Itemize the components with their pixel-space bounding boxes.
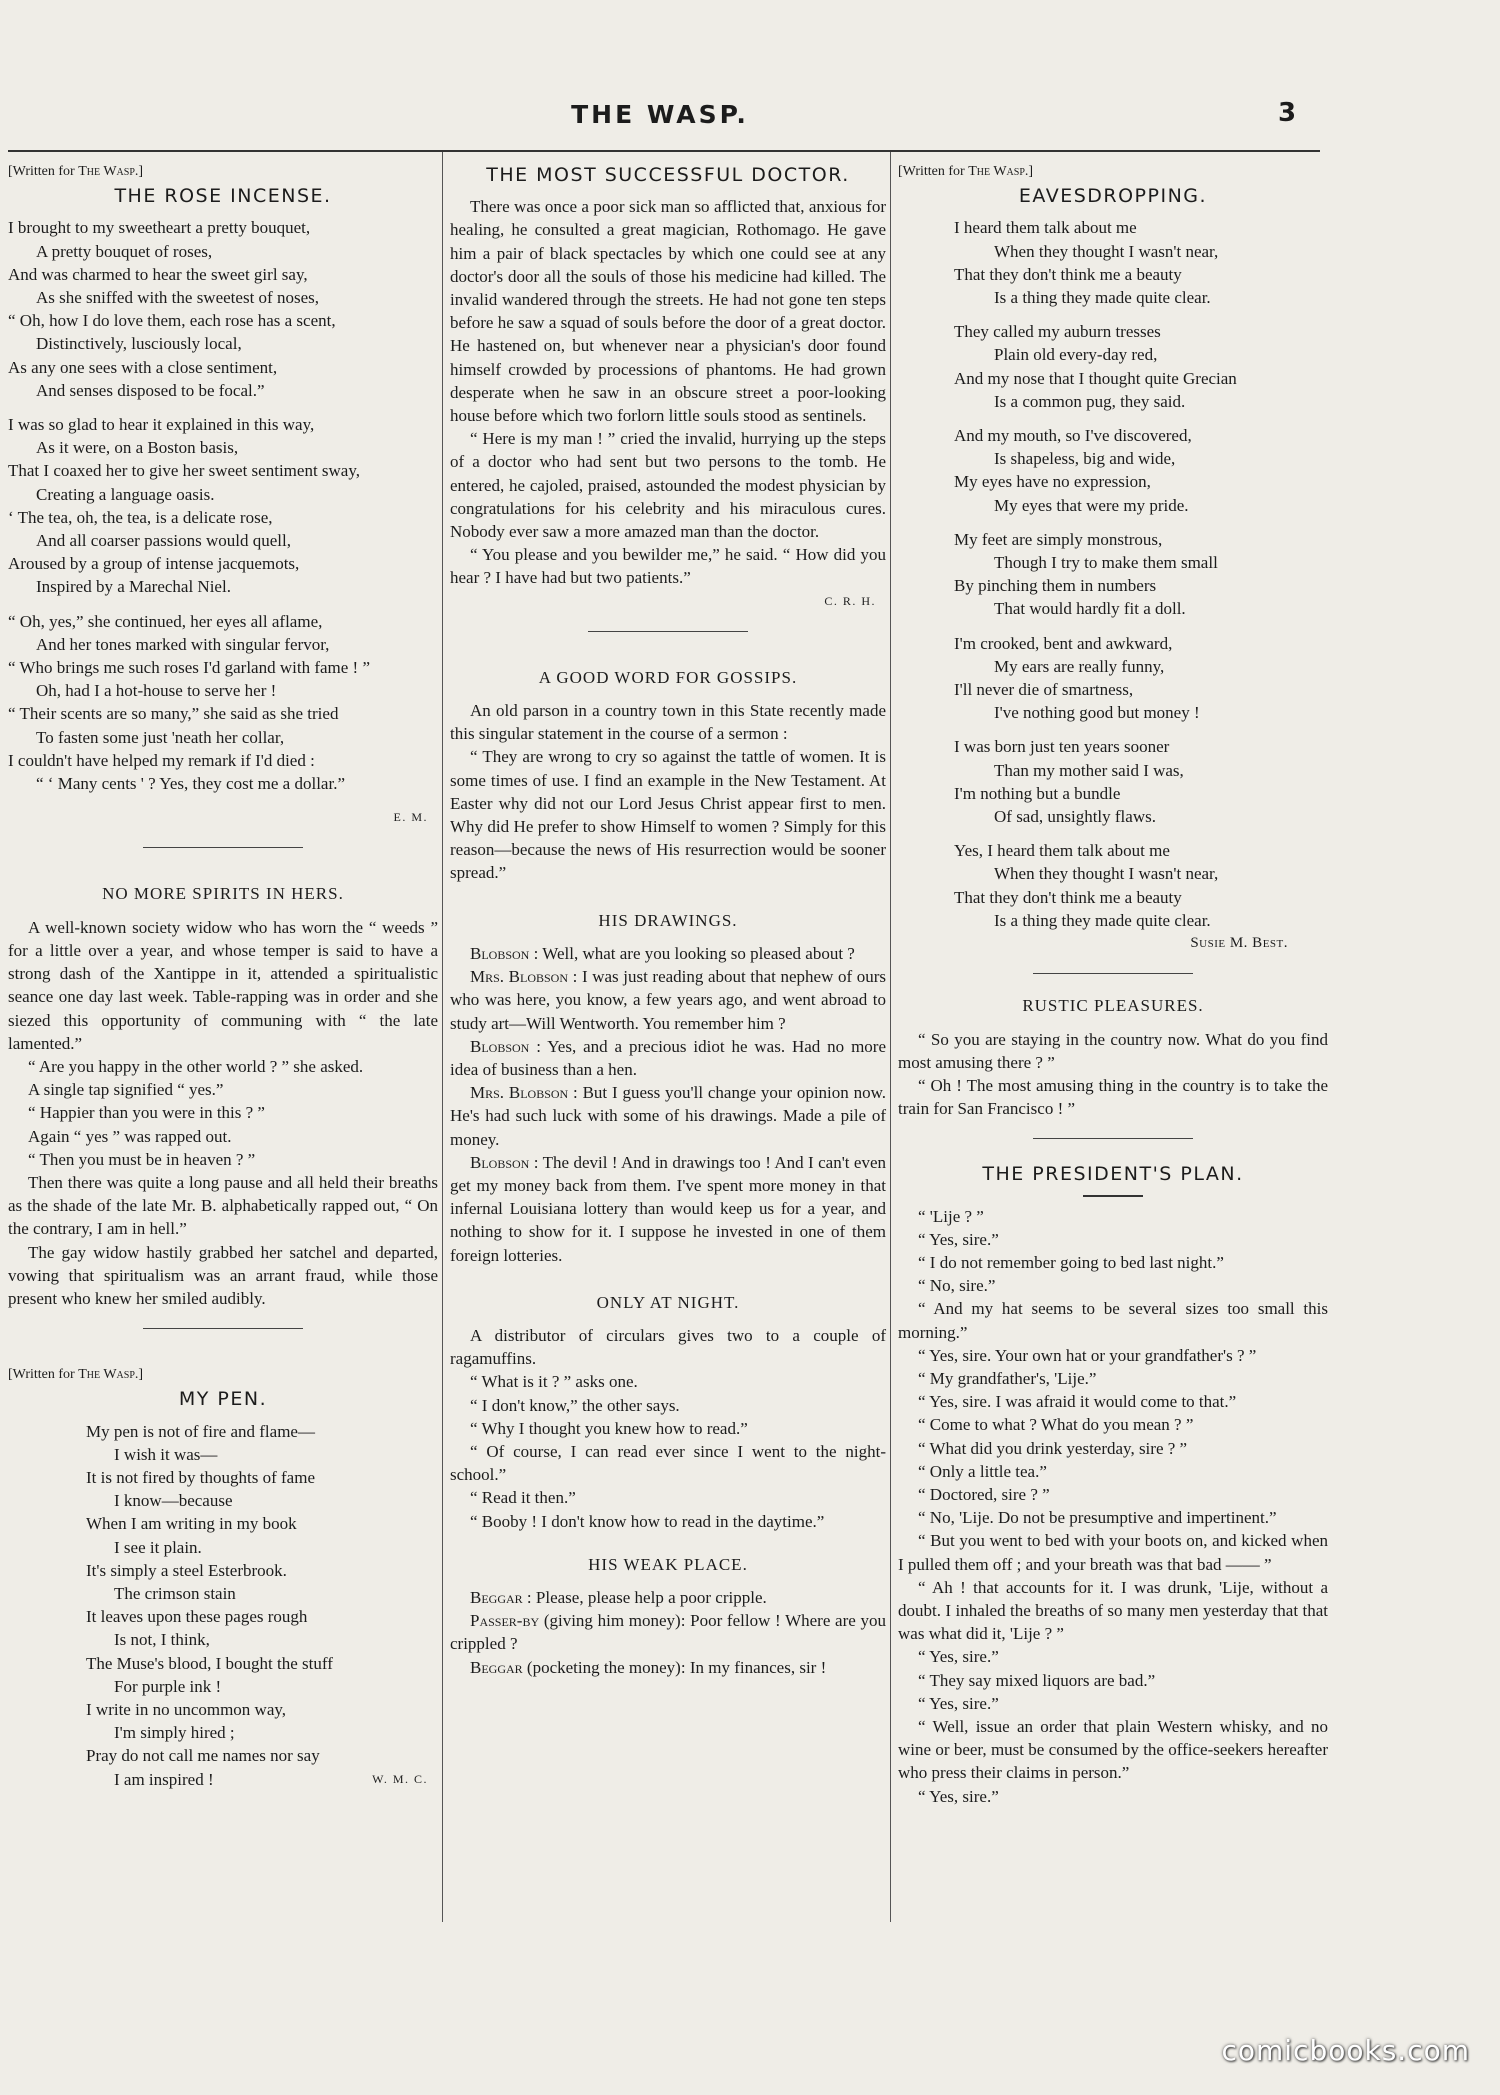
dialogue-line: Mrs. Blobson : I was just reading about that nephew of ours who was here, you know, a few years ago, and went abroad to study art—Will Wentworth. You remember him ? bbox=[450, 967, 886, 1033]
dialogue bbox=[450, 942, 886, 1267]
paragraph: “ Here is my man ! ” cried the invalid, hurrying up the steps of a doctor who had sent but two persons to the tomb. He entered, he cajoled, praised, astounded the modest physician by congratulations for his celebrity and his miraculous cures. Nobody ever saw a more amazed man than the doctor. bbox=[450, 429, 886, 542]
poem-line: And her tones marked with singular fervor, bbox=[36, 634, 330, 654]
paragraph: A well-known society widow who has worn the “ weeds ” for a little over a year, and whose temper is said to have a strong dash of the Xantippe in it, attended a spiritualistic seance one day last week. Table-rapping was in order and she siezed this opportunity of communing with “ the late lamented.” bbox=[8, 917, 438, 1053]
poem-line: Than my mother said I was, bbox=[994, 760, 1184, 780]
paragraph: “ I do not remember going to bed last night.” bbox=[918, 1252, 1224, 1272]
dialogue-line: Passer-by (giving him money): Poor fellow ! Where are you crippled ? bbox=[450, 1611, 886, 1654]
signature: E. M. bbox=[393, 810, 428, 825]
poem-line: I'm crooked, bent and awkward, bbox=[954, 633, 1173, 653]
paragraph: “ Doctored, sire ? ” bbox=[918, 1484, 1050, 1504]
section-divider bbox=[1033, 1138, 1193, 1139]
column-middle bbox=[450, 158, 886, 1679]
credit-line: [Written for The Wasp.] bbox=[898, 164, 1034, 179]
credit-line: [Written for The Wasp.] bbox=[8, 164, 144, 179]
poem-line: My eyes have no expression, bbox=[954, 472, 1151, 492]
poem-line: My ears are really funny, bbox=[994, 656, 1165, 676]
poem-line: Yes, I heard them talk about me bbox=[954, 841, 1170, 861]
poem-line: For purple ink ! bbox=[114, 1676, 222, 1696]
article-title: NO MORE SPIRITS IN HERS. bbox=[102, 884, 344, 904]
signature: W. M. C. bbox=[372, 1771, 428, 1786]
column-right bbox=[898, 158, 1328, 1808]
poem-line: The crimson stain bbox=[114, 1583, 236, 1603]
column-rule bbox=[890, 152, 891, 1922]
dialogue-line: Blobson : Yes, and a precious idiot he was. Had no more idea of business than a hen. bbox=[450, 1036, 886, 1079]
poem-line: A pretty bouquet of roses, bbox=[36, 241, 213, 261]
paragraph: “ Happier than you were in this ? ” bbox=[28, 1103, 265, 1123]
poem-line: Though I try to make them small bbox=[994, 553, 1218, 573]
poem-line: Aroused by a group of intense jacquemots, bbox=[8, 554, 300, 574]
poem-line: I was so glad to hear it explained in this way, bbox=[8, 415, 315, 435]
article-body bbox=[8, 916, 438, 1310]
article-body bbox=[450, 195, 886, 589]
poem-line: Of sad, unsightly flaws. bbox=[994, 807, 1156, 827]
paragraph: “ No, sire.” bbox=[918, 1276, 996, 1296]
paragraph: “ They are wrong to cry so against the tattle of women. It is some times of use. I find an example in the New Testament. At Easter why did not our Lord Jesus Christ appear first to men. Why did He prefer to show Himself to women ? Simply for this reason—because the news of His resurrection would be sooner spread.” bbox=[450, 747, 886, 883]
poem-line: And was charmed to hear the sweet girl say, bbox=[8, 264, 308, 284]
poem-line: I brought to my sweetheart a pretty bouquet, bbox=[8, 218, 311, 238]
masthead bbox=[0, 0, 1500, 150]
paragraph: “ Read it then.” bbox=[470, 1488, 576, 1508]
paragraph: “ Yes, sire.” bbox=[918, 1229, 999, 1249]
dialogue-line: Beggar (pocketing the money): In my finances, sir ! bbox=[470, 1657, 827, 1677]
section-divider bbox=[1033, 973, 1193, 974]
paragraph: A distributor of circulars gives two to a couple of ragamuffins. bbox=[450, 1325, 886, 1369]
poem-line: Distinctively, lusciously local, bbox=[36, 334, 242, 354]
poem-line: They called my auburn tresses bbox=[954, 322, 1161, 342]
dialogue-line: Blobson : The devil ! And in drawings too ! And I can't even get my money back from them. I've spent more money in that infernal Louisiana lottery than would keep us for a year, and nothing to show for it. I suppose he invested in one of them foreign lotteries. bbox=[450, 1152, 886, 1265]
paragraph: “ What did you drink yesterday, sire ? ” bbox=[918, 1438, 1188, 1458]
poem-line: As it were, on a Boston basis, bbox=[36, 438, 239, 458]
dialogue-line: Beggar : Please, please help a poor cripple. bbox=[470, 1587, 767, 1607]
poem-line: ‘ The tea, oh, the tea, is a delicate rose, bbox=[8, 507, 273, 527]
paragraph: The gay widow hastily grabbed her satchel and departed, vowing that spiritualism was an arrant fraud, while those present who knew her smiled audibly. bbox=[8, 1242, 438, 1308]
paragraph: “ My grandfather's, 'Lije.” bbox=[918, 1368, 1097, 1388]
poem-line: Is a common pug, they said. bbox=[994, 391, 1186, 411]
paragraph: “ Only a little tea.” bbox=[918, 1461, 1047, 1481]
poem-line: “ Their scents are so many,” she said as she tried bbox=[8, 704, 339, 724]
dialogue-line: Mrs. Blobson : But I guess you'll change your opinion now. He's had such luck with some of his drawings. Made a pile of money. bbox=[450, 1083, 887, 1149]
column-left bbox=[8, 158, 438, 1791]
article-body bbox=[450, 699, 886, 885]
section-divider bbox=[143, 847, 303, 848]
paragraph: “ Ah ! that accounts for it. I was drunk, 'Lije, without a doubt. I inhaled the breaths of so many men yesterday that that was what did it, 'Lije ? ” bbox=[898, 1577, 1328, 1644]
article-title: HIS WEAK PLACE. bbox=[588, 1554, 748, 1574]
paragraph: “ Yes, sire.” bbox=[918, 1786, 999, 1806]
poem-line: That they don't think me a beauty bbox=[954, 264, 1182, 284]
poem-line: As any one sees with a close sentiment, bbox=[8, 357, 278, 377]
paragraph: “ Then you must be in heaven ? ” bbox=[28, 1149, 256, 1169]
poem-line: I was born just ten years sooner bbox=[954, 737, 1170, 757]
poem-line: I'm simply hired ; bbox=[114, 1723, 235, 1743]
article-title: HIS DRAWINGS. bbox=[598, 910, 738, 930]
paragraph: “ Yes, sire. Your own hat or your grandfather's ? ” bbox=[918, 1345, 1257, 1365]
poem-line: When I am writing in my book bbox=[86, 1514, 297, 1534]
poem-line: I'm nothing but a bundle bbox=[954, 783, 1121, 803]
paragraph: “ But you went to bed with your boots on, and kicked when I pulled them off ; and your breath was that bad —— ” bbox=[898, 1531, 1328, 1574]
article-body bbox=[898, 1028, 1328, 1121]
paragraph: A single tap signified “ yes.” bbox=[28, 1080, 224, 1100]
paragraph: “ And my hat seems to be several sizes too small this morning.” bbox=[898, 1299, 1328, 1342]
poem-line: “ Who brings me such roses I'd garland with fame ! ” bbox=[8, 658, 371, 678]
signature: C. R. H. bbox=[824, 593, 876, 608]
poem-line: When they thought I wasn't near, bbox=[994, 241, 1219, 261]
article-title: MY PEN. bbox=[178, 1388, 268, 1411]
paragraph: “ Oh ! The most amusing thing in the country is to take the train for San Francisco ! ” bbox=[898, 1075, 1328, 1119]
paragraph: Again “ yes ” was rapped out. bbox=[28, 1126, 232, 1146]
poem-line: Pray do not call me names nor say bbox=[86, 1746, 320, 1766]
section-divider bbox=[588, 631, 748, 632]
title-underline bbox=[1083, 1195, 1143, 1197]
poem-line: I wish it was— bbox=[114, 1444, 218, 1464]
paragraph: “ Come to what ? What do you mean ? ” bbox=[918, 1415, 1194, 1435]
paragraph: “ So you are staying in the country now. What do you find most amusing there ? ” bbox=[898, 1029, 1328, 1072]
poem-line: “ ‘ Many cents ' ? Yes, they cost me a dollar.” bbox=[36, 774, 345, 794]
poem-rose-incense bbox=[8, 216, 438, 795]
poem-line: And senses disposed to be focal.” bbox=[36, 380, 265, 400]
page-title: THE WASP. bbox=[571, 100, 749, 129]
poem-line: And my nose that I thought quite Grecian bbox=[954, 368, 1237, 388]
poem-line: My feet are simply monstrous, bbox=[954, 529, 1163, 549]
paragraph: An old parson in a country town in this State recently made this singular statement in the course of a sermon : bbox=[450, 701, 886, 744]
paragraph: “ What is it ? ” asks one. bbox=[470, 1372, 638, 1392]
poem-line: Inspired by a Marechal Niel. bbox=[36, 577, 231, 597]
poem-line: I couldn't have helped my remark if I'd died : bbox=[8, 750, 315, 770]
article-body bbox=[898, 1205, 1328, 1808]
poem-line: “ Oh, how I do love them, each rose has a scent, bbox=[8, 311, 336, 331]
poem-line: When they thought I wasn't near, bbox=[994, 864, 1219, 884]
poem-line: My eyes that were my pride. bbox=[994, 495, 1189, 515]
column-rule bbox=[442, 152, 443, 1922]
paragraph: “ Booby ! I don't know how to read in the daytime.” bbox=[470, 1511, 825, 1531]
article-title: THE PRESIDENT'S PLAN. bbox=[982, 1163, 1244, 1186]
dialogue-line: Blobson : Well, what are you looking so pleased about ? bbox=[470, 943, 855, 963]
poem-line: And all coarser passions would quell, bbox=[36, 531, 291, 551]
article-title: THE MOST SUCCESSFUL DOCTOR. bbox=[486, 164, 850, 186]
paragraph: “ 'Lije ? ” bbox=[918, 1206, 984, 1226]
poem-line: That would hardly fit a doll. bbox=[994, 599, 1186, 619]
poem-eavesdropping bbox=[898, 216, 1328, 932]
poem-line: I've nothing good but money ! bbox=[994, 703, 1200, 723]
section-divider bbox=[143, 1328, 303, 1329]
paragraph: There was once a poor sick man so afflicted that, anxious for healing, he consulted a great magician, Rothomago. He gave him a pair of black spectacles by which one could see at any doctor's door all the souls of those his medicine had killed. The invalid wandered through the streets. He had not gone ten steps before he saw a squad of souls before the door of a great doctor. He hastened on, but whenever near a physician's door found himself crowded by processions of phantoms. He had grown desperate when he saw in an obscure street a poor-looking house before which two forlorn little souls stood as sentinels. bbox=[450, 197, 886, 426]
poem-line: My pen is not of fire and flame— bbox=[86, 1421, 315, 1441]
paragraph: “ You please and you bewilder me,” he said. “ How did you hear ? I have had but two patients.” bbox=[450, 545, 886, 588]
paragraph: “ Yes, sire.” bbox=[918, 1693, 999, 1713]
poem-line: As she sniffed with the sweetest of noses, bbox=[36, 288, 319, 308]
paragraph: “ Yes, sire.” bbox=[918, 1647, 999, 1667]
watermark: comicbooks.com bbox=[1221, 2034, 1470, 2067]
poem-line: “ Oh, yes,” she continued, her eyes all aflame, bbox=[8, 611, 323, 631]
credit-line: [Written for The Wasp.] bbox=[8, 1367, 144, 1383]
poem-line: That I coaxed her to give her sweet sentiment sway, bbox=[8, 461, 360, 481]
poem-line: Is a thing they made quite clear. bbox=[994, 910, 1211, 930]
poem-line: I see it plain. bbox=[114, 1537, 202, 1557]
poem-line: I'll never die of smartness, bbox=[954, 680, 1134, 700]
poem-line: The Muse's blood, I bought the stuff bbox=[86, 1653, 333, 1673]
poem-line: I am inspired ! W. M. C. bbox=[86, 1768, 438, 1791]
paragraph: “ Why I thought you knew how to read.” bbox=[470, 1418, 748, 1438]
poem-line: That they don't think me a beauty bbox=[954, 887, 1182, 907]
signature: Susie M. Best. bbox=[1190, 935, 1288, 952]
paragraph: “ Well, issue an order that plain Western whisky, and no wine or beer, must be consumed by the office-seekers hereafter who press their claims in person.” bbox=[898, 1716, 1328, 1783]
poem-line: It's simply a steel Esterbrook. bbox=[86, 1560, 287, 1580]
poem-line: I know—because bbox=[114, 1491, 233, 1511]
poem-line: To fasten some just 'neath her collar, bbox=[36, 727, 285, 747]
paragraph: “ They say mixed liquors are bad.” bbox=[918, 1670, 1156, 1690]
poem-line: By pinching them in numbers bbox=[954, 576, 1157, 596]
poem-line: It leaves upon these pages rough bbox=[86, 1607, 308, 1627]
page-number: 3 bbox=[1278, 98, 1297, 128]
paragraph: Then there was quite a long pause and all held their breaths as the shade of the late Mr. B. alphabetically rapped out, “ On the contrary, I am in hell.” bbox=[8, 1172, 438, 1239]
poem-line: I heard them talk about me bbox=[954, 218, 1137, 238]
paragraph: “ Yes, sire. I was afraid it would come to that.” bbox=[918, 1392, 1237, 1412]
poem-line: Is a thing they made quite clear. bbox=[994, 288, 1211, 308]
article-title: A GOOD WORD FOR GOSSIPS. bbox=[538, 667, 798, 687]
article-title: RUSTIC PLEASURES. bbox=[1022, 996, 1204, 1016]
dialogue bbox=[450, 1586, 886, 1679]
poem-line: Creating a language oasis. bbox=[36, 484, 215, 504]
paragraph: “ Of course, I can read ever since I went to the night-school.” bbox=[450, 1441, 886, 1485]
poem-line: Oh, had I a hot-house to serve her ! bbox=[36, 681, 277, 701]
article-title: EAVESDROPPING. bbox=[1018, 185, 1208, 208]
paragraph: “ I don't know,” the other says. bbox=[470, 1395, 680, 1415]
article-body bbox=[450, 1324, 886, 1533]
poem-line: And my mouth, so I've discovered, bbox=[954, 426, 1192, 446]
article-title: ONLY AT NIGHT. bbox=[596, 1292, 740, 1312]
article-title: THE ROSE INCENSE. bbox=[114, 185, 332, 208]
poem-line: I write in no uncommon way, bbox=[86, 1699, 287, 1719]
poem-line: Is shapeless, big and wide, bbox=[994, 449, 1176, 469]
paragraph: “ Are you happy in the other world ? ” she asked. bbox=[28, 1056, 364, 1076]
poem-my-pen bbox=[8, 1420, 438, 1791]
header-rule bbox=[8, 150, 1320, 152]
poem-line: Is not, I think, bbox=[114, 1630, 210, 1650]
poem-line: It is not fired by thoughts of fame bbox=[86, 1467, 315, 1487]
paragraph: “ No, 'Lije. Do not be presumptive and impertinent.” bbox=[918, 1508, 1277, 1528]
poem-line: Plain old every-day red, bbox=[994, 345, 1158, 365]
